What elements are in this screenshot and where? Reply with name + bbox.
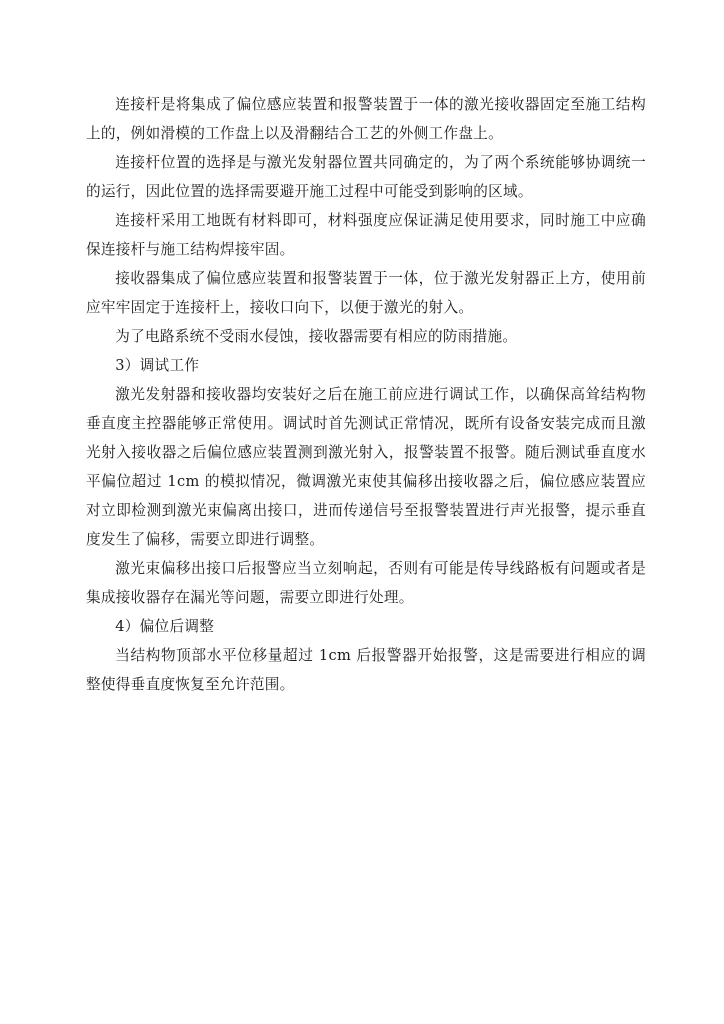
section-heading-adjustment: 4）偏位后调整 xyxy=(115,618,215,635)
paragraph-debugging: 激光发射器和接收器均安装好之后在施工前应进行调试工作，以确保高耸结构物垂直度主控器能够正常使用。调试时首先测试正常情况，既所有设备安装完成而且激光射入接收器之后偏位感应装置测到激光射入，报警装置不报警。随后测试垂直度水平偏位超过 1cm 的模拟情况，微调激光束使其偏移出接收器之后，偏位感应装置应对立即检测到激光束偏离出接口，进而传递信号至报警装置进行声光报警，提示垂直度发生了偏移，需要立即进行调整。 xyxy=(86,386,646,548)
paragraph-connecting-rod: 连接杆是将集成了偏位感应装置和报警装置于一体的激光接收器固定至施工结构上的，例如滑模的工作盘上以及滑翻结合工艺的外侧工作盘上。 xyxy=(86,96,646,142)
paragraph-adjustment: 当结构物顶部水平位移量超过 1cm 后报警器开始报警，这是需要进行相应的调整使得垂直度恢复至允许范围。 xyxy=(86,647,646,693)
section-heading-debugging: 3）调试工作 xyxy=(115,357,200,374)
paragraph-rod-position: 连接杆位置的选择是与激光发射器位置共同确定的，为了两个系统能够协调统一的运行，因此位置的选择需要避开施工过程中可能受到影响的区域。 xyxy=(86,154,646,200)
paragraph-alarm-check: 激光束偏移出接口后报警应当立刻响起，否则有可能是传导线路板有问题或者是集成接收器存在漏光等问题，需要立即进行处理。 xyxy=(86,560,646,606)
paragraph-rain-protection: 为了电路系统不受雨水侵蚀，接收器需要有相应的防雨措施。 xyxy=(115,328,518,345)
paragraph-rod-material: 连接杆采用工地既有材料即可，材料强度应保证满足使用要求，同时施工中应确保连接杆与施工结构焊接牢固。 xyxy=(86,212,646,258)
paragraph-receiver: 接收器集成了偏位感应装置和报警装置于一体，位于激光发射器正上方，使用前应牢牢固定于连接杆上，接收口向下，以便于激光的射入。 xyxy=(86,270,646,316)
